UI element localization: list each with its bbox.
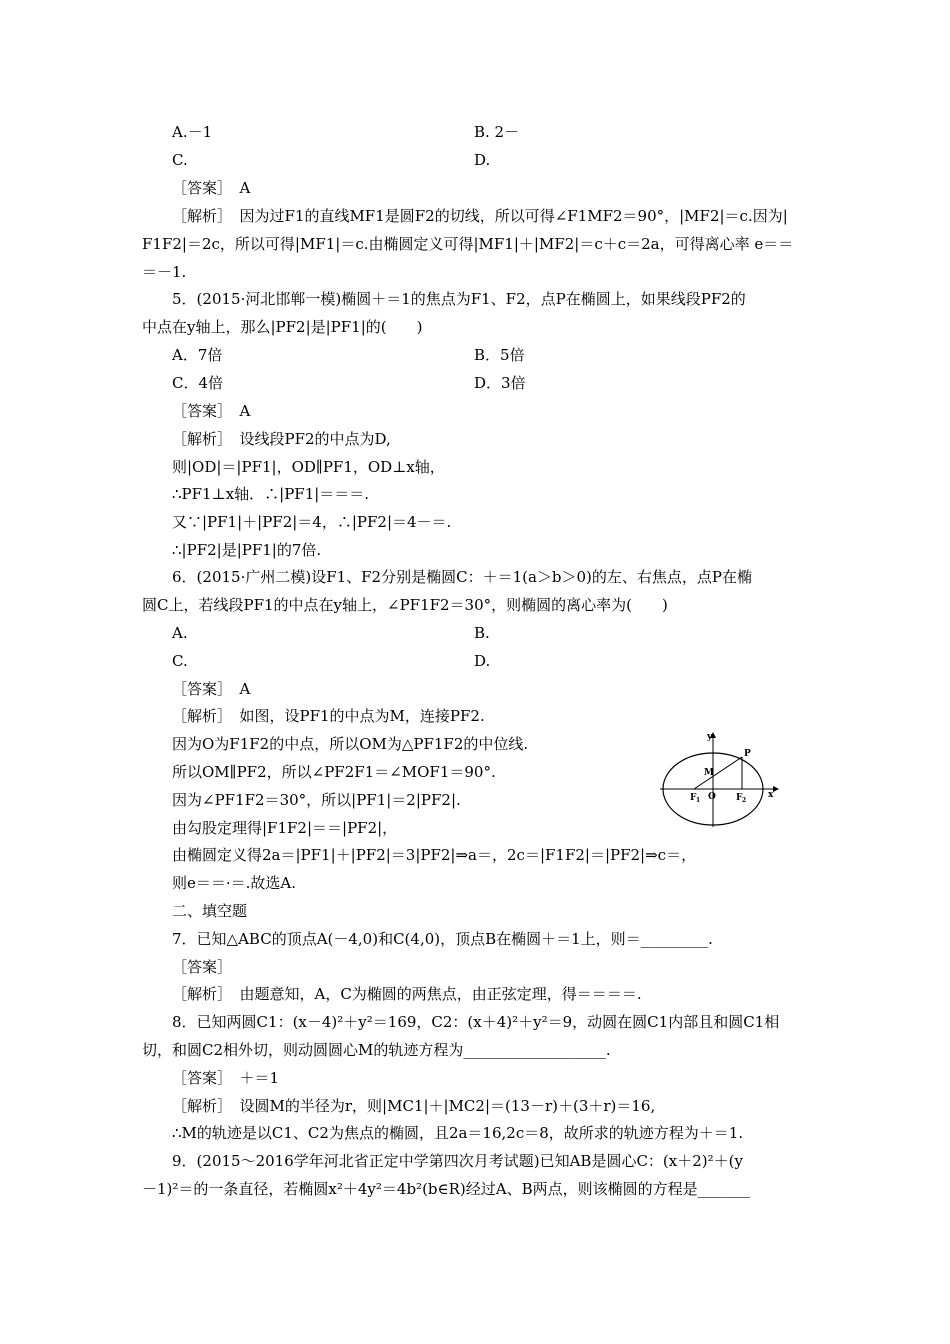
text-line: B. 2－ bbox=[474, 123, 520, 141]
text-line: 5．(2015·河北邯郸一模)椭圆＋＝1的焦点为F1、F2，点P在椭圆上，如果线段PF2的 bbox=[172, 290, 746, 308]
ellipse-figure bbox=[656, 727, 786, 833]
text-line: ∴|PF2|是|PF1|的7倍. bbox=[172, 541, 322, 559]
text-line: D．3倍 bbox=[474, 374, 526, 392]
text-line: ［答案］ A bbox=[172, 179, 251, 197]
label-m: M bbox=[704, 768, 714, 778]
label-f2-sub: 2 bbox=[742, 797, 747, 804]
text-line: D. bbox=[474, 151, 491, 169]
text-line: A．7倍 bbox=[172, 346, 223, 364]
text-line: B．5倍 bbox=[474, 346, 525, 364]
text-line: B. bbox=[474, 624, 490, 642]
label-f2: F bbox=[736, 793, 743, 803]
text-line: 所以OM∥PF2，所以∠PF2F1＝∠MOF1＝90°. bbox=[172, 763, 496, 781]
label-x: x bbox=[768, 790, 774, 800]
text-line: 8．已知两圆C1：(x－4)²＋y²＝169，C2：(x＋4)²＋y²＝9，动圆在圆C1内部且和圆C1相 bbox=[172, 1013, 780, 1031]
text-line: ［解析］ 设线段PF2的中点为D, bbox=[172, 430, 391, 448]
text-line: A. bbox=[172, 624, 188, 642]
label-y: y bbox=[707, 732, 713, 742]
text-line: ［答案］ bbox=[172, 958, 233, 976]
ellipse-diagram bbox=[656, 727, 786, 833]
label-f1: F bbox=[690, 793, 697, 803]
text-line: 6．(2015·广州二模)设F1、F2分别是椭圆C：＋＝1(a＞b＞0)的左、右焦点，点P在椭 bbox=[172, 568, 753, 586]
text-line: D. bbox=[474, 652, 491, 670]
text-line: C. bbox=[172, 652, 188, 670]
text-line: A.－1 bbox=[172, 123, 213, 141]
text-line: 9．(2015～2016学年河北省正定中学第四次月考试题)已知AB是圆心C：(x＋2)²＋(y bbox=[172, 1152, 743, 1170]
text-line: ［解析］ 因为过F1的直线MF1是圆F2的切线，所以可得∠F1MF2＝90°，|MF2|＝c.因为| bbox=[172, 207, 788, 225]
text-line: 则|OD|＝|PF1|，OD∥PF1，OD⊥x轴， bbox=[172, 458, 445, 476]
text-line: 切，和圆C2相外切，则动圆圆心M的轨迹方程为___________________. bbox=[142, 1041, 611, 1059]
text-line: C．4倍 bbox=[172, 374, 224, 392]
text-line: ∴PF1⊥x轴．∴|PF1|＝＝＝. bbox=[172, 485, 370, 503]
text-line: 圆C上，若线段PF1的中点在y轴上，∠PF1F2＝30°，则椭圆的离心率为( ) bbox=[142, 596, 668, 614]
text-line: ［解析］ 设圆M的半径为r，则|MC1|＋|MC2|＝(13－r)＋(3＋r)＝16, bbox=[172, 1097, 656, 1115]
text-line: 中点在y轴上，那么|PF2|是|PF1|的( ) bbox=[142, 318, 423, 336]
text-line: C. bbox=[172, 151, 188, 169]
text-line: ［答案］ ＋＝1 bbox=[172, 1069, 280, 1087]
text-line: ［解析］ 由题意知，A，C为椭圆的两焦点，由正弦定理，得＝＝＝＝. bbox=[172, 985, 642, 1003]
text-line: ∴M的轨迹是以C1、C2为焦点的椭圆，且2a＝16,2c＝8，故所求的轨迹方程为＋＝1. bbox=[172, 1124, 744, 1142]
text-line: ［解析］ 如图，设PF1的中点为M，连接PF2. bbox=[172, 707, 485, 725]
text-line: ＝－1. bbox=[142, 263, 187, 281]
text-line: ［答案］ A bbox=[172, 402, 251, 420]
text-line: 又∵|PF1|＋|PF2|＝4，∴|PF2|＝4－＝. bbox=[172, 513, 452, 531]
label-o: O bbox=[708, 792, 716, 802]
text-line: 因为∠PF1F2＝30°，所以|PF1|＝2|PF2|. bbox=[172, 791, 461, 809]
text-line: －1)²＝的一条直径，若椭圆x²＋4y²＝4b²(b∈R)经过A、B两点，则该椭圆的方程是_______ bbox=[142, 1180, 751, 1198]
text-line: ［答案］ A bbox=[172, 680, 251, 698]
label-f1-sub: 1 bbox=[696, 797, 701, 804]
text-line: 由椭圆定义得2a＝|PF1|＋|PF2|＝3|PF2|⇒a＝，2c＝|F1F2|＝|PF2|⇒c＝， bbox=[172, 846, 697, 864]
section-heading: 二、填空题 bbox=[172, 902, 248, 920]
text-line: 因为O为F1F2的中点，所以OM为△PF1F2的中位线. bbox=[172, 735, 529, 753]
segment-pf1 bbox=[694, 757, 742, 789]
text-line: F1F2|＝2c，所以可得|MF1|＝c.由椭圆定义可得|MF1|＋|MF2|＝c＋c＝2a，可得离心率 e＝＝ bbox=[142, 235, 794, 253]
label-p: P bbox=[744, 749, 751, 759]
text-line: 由勾股定理得|F1F2|＝＝|PF2|， bbox=[172, 819, 398, 837]
text-line: 7．已知△ABC的顶点A(－4,0)和C(4,0)，顶点B在椭圆＋＝1上，则＝_________. bbox=[172, 930, 713, 948]
text-line: 则e＝＝·＝.故选A. bbox=[172, 874, 297, 892]
